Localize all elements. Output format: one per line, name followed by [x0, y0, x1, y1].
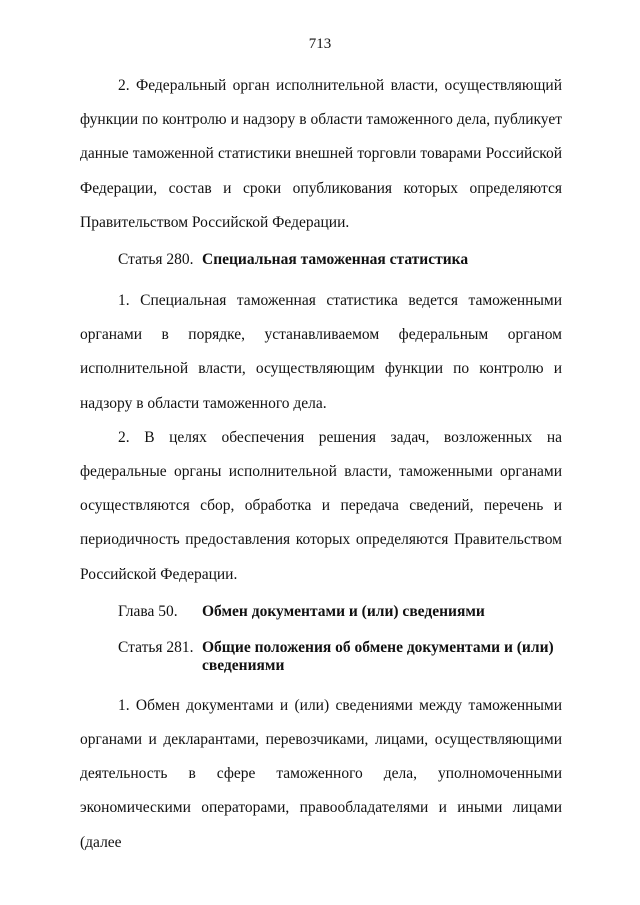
document-body — [80, 69, 562, 860]
article-title: Специальная таможенная статистика — [202, 251, 469, 269]
paragraph-data-collection: 2. В целях обеспечения решения задач, возложенных на федеральные органы исполнительной власти, таможенными органами осуществляются сбор, обработка и передача сведений, перечень и периодичность предоставления которых определяются Правительством Российской Федерации. — [80, 428, 562, 583]
paragraph-publication: 2. Федеральный орган исполнительной власти, осуществляющий функции по контролю и надзору в области таможенного дела, публикует данные таможенной статистики внешней торговли товарами Российской Федерации, состав и сроки опубликования которых определяются Правительством Российской Федерации. — [80, 77, 562, 231]
article-title: Общие положения об обмене документами и (или) сведениями — [202, 638, 554, 674]
chapter-label: Глава 50. — [118, 602, 178, 620]
paragraph-special-statistics: 1. Специальная таможенная статистика ведется таможенными органами в порядке, устанавливаемом федеральным органом исполнительной власти, осуществляющим функции по контролю и надзору в области таможенного дела. — [80, 292, 562, 412]
chapter-title: Обмен документами и (или) сведениями — [202, 602, 485, 620]
article-label: Статья 281. — [118, 638, 194, 656]
article-281-heading — [80, 639, 562, 675]
chapter-50-heading — [80, 603, 562, 621]
article-280-heading — [80, 251, 562, 269]
page-number: 713 — [308, 36, 332, 52]
paragraph-document-exchange: 1. Обмен документами и (или) сведениями между таможенными органами и декларантами, перевозчиками, лицами, осуществляющими деятельность в сфере таможенного дела, уполномоченными экономическими операторами, правообладателями и иными лицами (далее — [80, 696, 562, 851]
article-label: Статья 280. — [118, 251, 194, 269]
